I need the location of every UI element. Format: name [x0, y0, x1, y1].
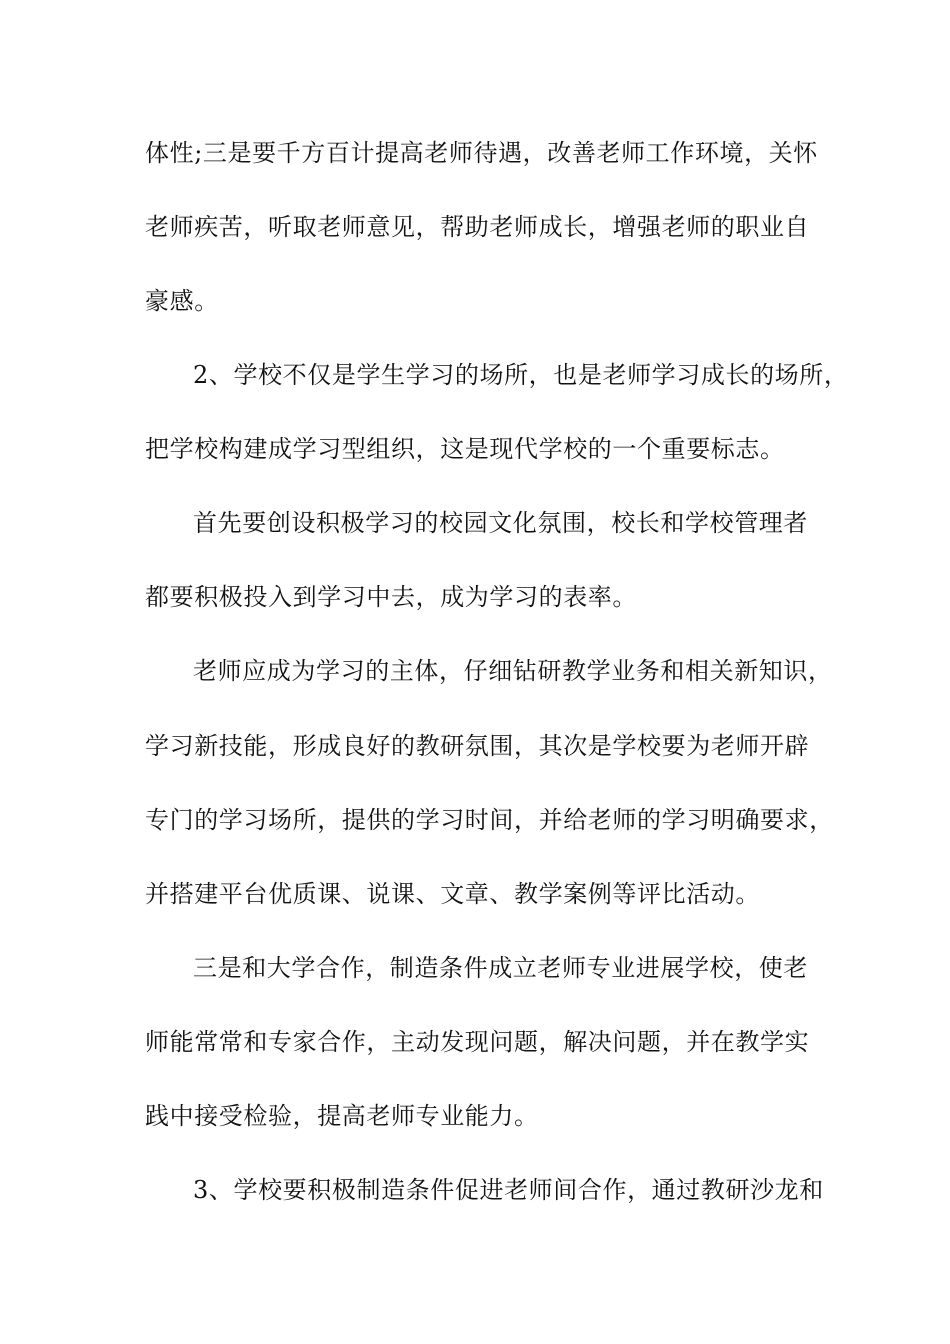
- text-line: 师能常常和专家合作，主动发现问题，解决问题，并在教学实: [145, 1028, 810, 1056]
- paragraph-start-line: 首先要创设积极学习的校园文化氛围，校长和学校管理者: [193, 509, 808, 537]
- text-line: 体性;三是要千方百计提高老师待遇，改善老师工作环境，关怀: [145, 139, 818, 167]
- text-line: 践中接受检验，提高老师专业能力。: [145, 1102, 539, 1130]
- paragraph-start-line: 三是和大学合作，制造条件成立老师专业进展学校，使老: [193, 954, 808, 982]
- paragraph-start-line: 老师应成为学习的主体，仔细钻研教学业务和相关新知识，: [193, 657, 833, 685]
- paragraph-start-line: 2、学校不仅是学生学习的场所，也是老师学习成长的场所，: [193, 361, 849, 389]
- text-line: 都要积极投入到学习中去，成为学习的表率。: [145, 583, 637, 611]
- text-line: 把学校构建成学习型组织，这是现代学校的一个重要标志。: [145, 435, 785, 463]
- text-line: 学习新技能，形成良好的教研氛围，其次是学校要为老师开辟: [145, 732, 810, 760]
- text-line: 并搭建平台优质课、说课、文章、教学案例等评比活动。: [145, 880, 760, 908]
- text-line: 专门的学习场所，提供的学习时间，并给老师的学习明确要求，: [145, 806, 834, 834]
- text-line: 豪感。: [145, 287, 219, 315]
- paragraph-start-line: 3、学校要积极制造条件促进老师间合作，通过教研沙龙和: [193, 1176, 824, 1204]
- text-line: 老师疾苦，听取老师意见，帮助老师成长，增强老师的职业自: [145, 213, 810, 241]
